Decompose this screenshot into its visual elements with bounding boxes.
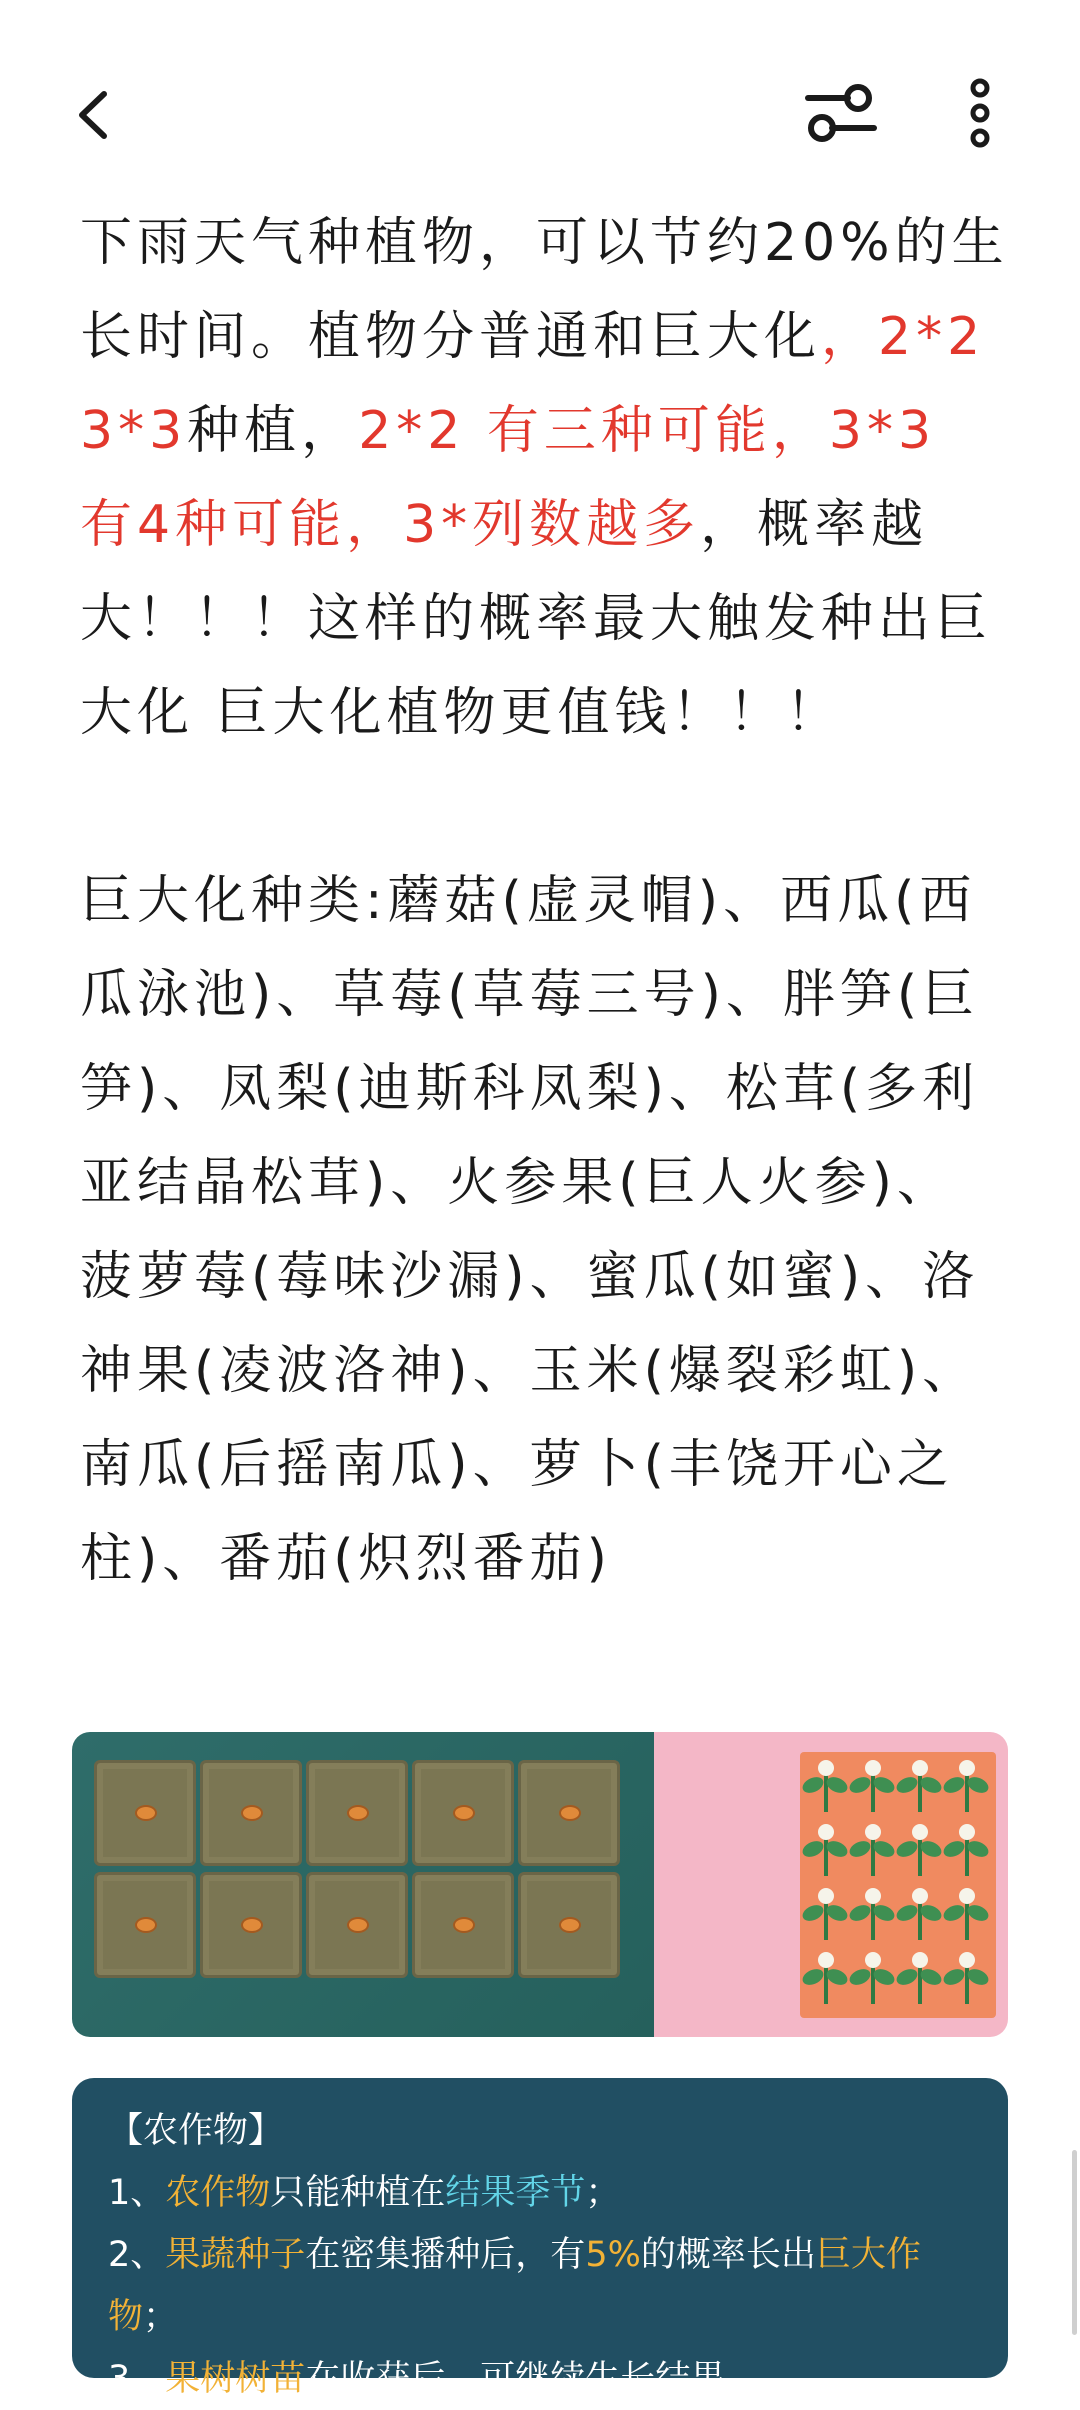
text: 的概率长出 xyxy=(640,2235,816,2275)
card-line-1 xyxy=(108,2162,978,2224)
crop-plant-icon xyxy=(947,1948,987,2006)
text: 在收获后，可继续生长结果。 xyxy=(305,2359,761,2399)
text: 巨大作物 xyxy=(108,2235,921,2337)
seed-icon xyxy=(347,1805,369,1821)
highlight-text: ，2*2 3*3 xyxy=(80,307,986,461)
crop-plant-icon xyxy=(900,1884,940,1942)
text: 5% xyxy=(585,2235,641,2275)
top-bar xyxy=(0,0,1080,200)
crop-plant-icon xyxy=(853,1756,893,1814)
crop-plant-icon xyxy=(806,1820,846,1878)
more-icon[interactable] xyxy=(950,78,1010,148)
text: 2、 xyxy=(108,2235,166,2275)
article-body xyxy=(80,196,1010,1606)
text: 在密集播种后，有 xyxy=(305,2235,586,2275)
soil-plot xyxy=(518,1872,620,1978)
soil-plot xyxy=(306,1760,408,1866)
seed-icon xyxy=(241,1917,263,1933)
crop-plant-icon xyxy=(806,1756,846,1814)
seed-icon xyxy=(135,1917,157,1933)
planted-bed-illustration xyxy=(654,1732,1008,2037)
crop-plant-icon xyxy=(900,1820,940,1878)
text: 结果季节 xyxy=(445,2173,586,2213)
scrollbar[interactable] xyxy=(1072,2150,1077,2335)
text: 1、 xyxy=(108,2173,166,2213)
crop-plant-icon xyxy=(900,1756,940,1814)
seed-icon xyxy=(241,1805,263,1821)
text: 农作物 xyxy=(165,2173,271,2213)
soil-plot xyxy=(412,1760,514,1866)
card-line-3 xyxy=(108,2348,978,2410)
planter-bed xyxy=(800,1752,996,2018)
crop-plant-icon xyxy=(947,1884,987,1942)
soil-plots-illustration xyxy=(72,1732,654,2037)
text: ，概率越大！！！这样的概率最大触发种出巨大化 巨大化植物更值钱！！！ xyxy=(80,495,993,743)
soil-plot xyxy=(200,1872,302,1978)
crop-plant-icon xyxy=(853,1884,893,1942)
text: 3、 xyxy=(108,2359,166,2399)
text: 果树树苗 xyxy=(165,2359,306,2399)
soil-plot xyxy=(518,1760,620,1866)
crop-plant-icon xyxy=(806,1948,846,2006)
soil-plot xyxy=(200,1760,302,1866)
paragraph-giant-types: 巨大化种类:蘑菇(虚灵帽)、西瓜(西瓜泳池)、草莓(草莓三号)、胖笋(巨笋)、凤梨(迪斯科凤梨)、松茸(多利亚结晶松茸)、火参果(巨人火参)、菠萝莓(莓味沙漏)、蜜瓜(如蜜)、洛神果(凌波洛神)、玉米(爆裂彩虹)、南瓜(后摇南瓜)、萝卜(丰饶开心之柱)、番茄(炽烈番茄) xyxy=(80,871,980,1589)
crop-plant-icon xyxy=(853,1820,893,1878)
seed-icon xyxy=(453,1805,475,1821)
card-line-2 xyxy=(108,2224,978,2348)
seed-icon xyxy=(453,1917,475,1933)
crop-info-card xyxy=(72,2078,1008,2399)
soil-plot xyxy=(412,1872,514,1978)
garden-image[interactable] xyxy=(72,1732,1008,2037)
text: 种植， xyxy=(187,401,359,461)
seed-icon xyxy=(347,1917,369,1933)
seed-icon xyxy=(135,1805,157,1821)
soil-plot xyxy=(306,1872,408,1978)
text: ； xyxy=(585,2173,621,2213)
crop-plant-icon xyxy=(947,1756,987,1814)
highlight-text: 2*2 有三种可能，3*3 有4种可能，3*列数越多 xyxy=(80,401,937,555)
seed-icon xyxy=(559,1917,581,1933)
crop-plant-icon xyxy=(806,1884,846,1942)
text: ； xyxy=(143,2297,179,2337)
card-title: 【农作物】 xyxy=(108,2111,284,2151)
soil-plot xyxy=(94,1872,196,1978)
crop-plant-icon xyxy=(947,1820,987,1878)
paragraph-rain-growth xyxy=(80,196,1010,760)
back-icon[interactable] xyxy=(60,80,130,150)
seed-icon xyxy=(559,1805,581,1821)
text: 果蔬种子 xyxy=(165,2235,306,2275)
text: 下雨天气种植物，可以节约20%的生长时间。植物分普通和巨大化 xyxy=(80,213,1009,367)
spacer xyxy=(80,760,1010,854)
text: 只能种植在 xyxy=(270,2173,446,2213)
crop-plant-icon xyxy=(900,1948,940,2006)
filter-icon[interactable] xyxy=(800,78,880,148)
soil-plot xyxy=(94,1760,196,1866)
crop-plant-icon xyxy=(853,1948,893,2006)
